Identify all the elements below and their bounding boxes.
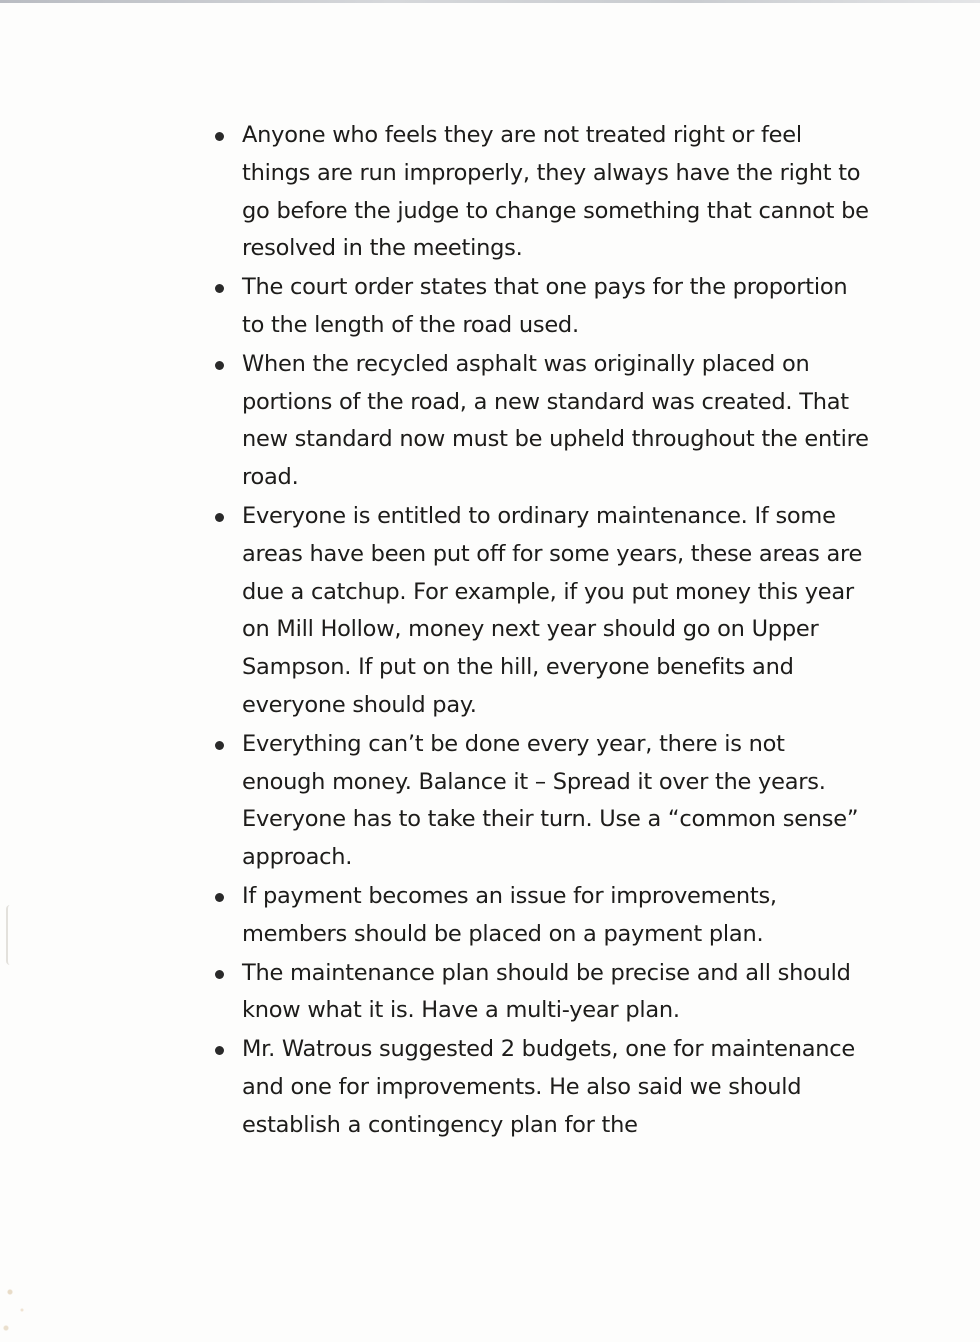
scan-speckles <box>0 1262 40 1342</box>
bullet-list <box>212 117 872 1146</box>
bullet-text: Everything can’t be done every year, there is not enough money. Balance it – Spread it over the years. Everyone has to take their turn. Use a “common sense” approach. <box>242 730 859 871</box>
scan-margin-mark <box>6 905 14 965</box>
list-item <box>212 269 872 345</box>
list-item <box>212 955 872 1031</box>
bullet-text: The court order states that one pays for the proportion to the length of the road used. <box>242 274 848 338</box>
bullet-icon <box>215 1046 224 1055</box>
bullet-text: Anyone who feels they are not treated right or feel things are run improperly, they always have the right to go before the judge to change something that cannot be resolved in the meetings. <box>242 122 869 262</box>
bullet-icon <box>215 361 224 370</box>
bullet-icon <box>215 741 224 750</box>
scan-edge-shadow <box>0 0 980 3</box>
list-item <box>212 346 872 497</box>
bullet-text: Everyone is entitled to ordinary maintenance. If some areas have been put off for some years, these areas are due a catchup. For example, if you put money this year on Mill Hollow, money next year should go on Upper Sampson. If put on the hill, everyone benefits and everyone should pay. <box>242 502 863 718</box>
bullet-text: The maintenance plan should be precise and all should know what it is. Have a multi-year plan. <box>242 959 851 1024</box>
bullet-text: If payment becomes an issue for improvements, members should be placed on a payment plan. <box>242 882 777 947</box>
list-item <box>212 726 872 877</box>
bullet-icon <box>215 284 224 293</box>
bullet-icon <box>215 513 224 522</box>
list-item <box>212 1031 872 1144</box>
list-item <box>212 117 872 268</box>
bullet-icon <box>215 970 224 979</box>
list-item <box>212 498 872 725</box>
list-item <box>212 878 872 954</box>
bullet-text: When the recycled asphalt was originally placed on portions of the road, a new standard was created. That new standard now must be upheld throughout the entire road. <box>242 350 869 491</box>
bullet-icon <box>215 893 224 902</box>
bullet-text: Mr. Watrous suggested 2 budgets, one for maintenance and one for improvements. He also said we should establish a contingency plan for the <box>242 1036 855 1138</box>
bullet-icon <box>215 132 224 141</box>
